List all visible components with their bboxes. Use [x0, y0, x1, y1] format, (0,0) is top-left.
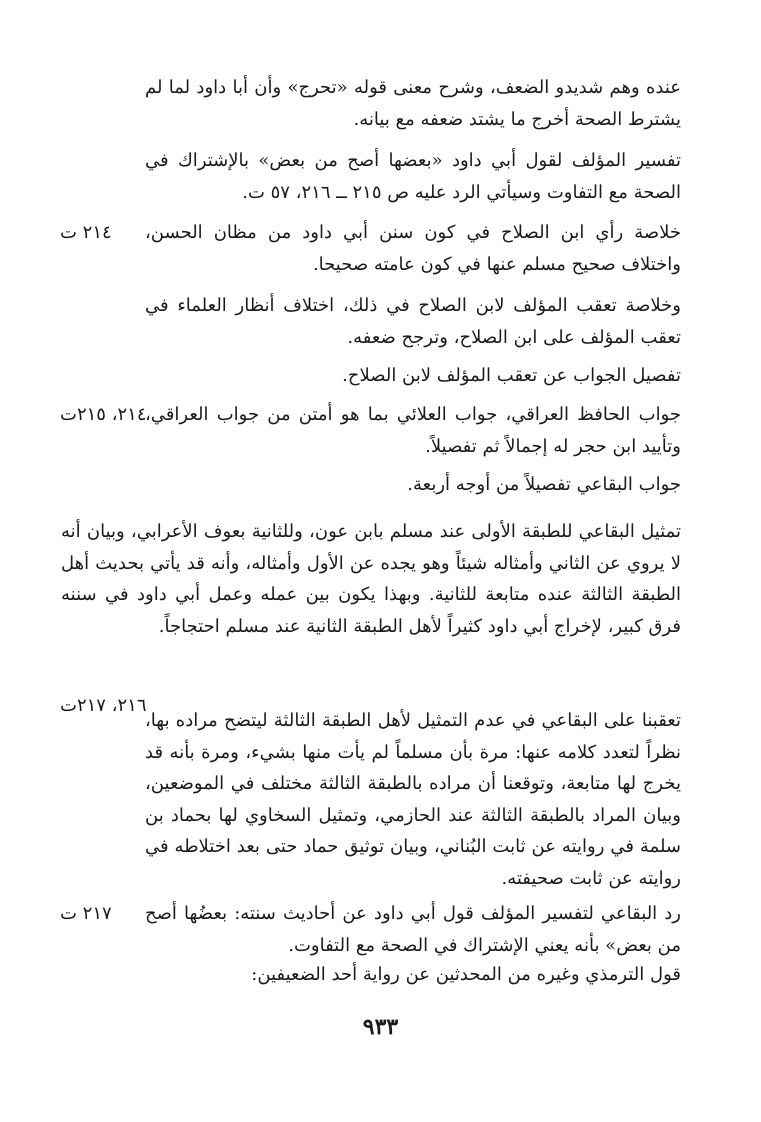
index-entry-5: تفصيل الجواب عن تعقب المؤلف لابن الصلاح. — [342, 365, 681, 386]
index-entry-3: خلاصة رأي ابن الصلاح في كون سنن أبي داود من مظان الحسن، واختلاف صحيح مسلم عنها في كون عامته صحيحا. — [145, 222, 681, 275]
index-entry-8: تمثيل البقاعي للطبقة الأولى عند مسلم بابن عون، وللثانية بعوف الأعرابي، وبيان أنه لا يروي عن الثاني وأمثاله شيئاً وهو يجده عن الأول وأمثاله، وأنه قد يأتي بحديث أهل الطبقة الثالثة عنده متابعة للثانية. وبهذا يكون بين عمله وعمل أبي داود في سننه فرق كبير، لإخراج أبي داود كثيراً لأهل الطبقة الثانية عند مسلم احتجاجاً. — [61, 521, 681, 637]
index-entry-7: جواب البقاعي تفصيلاً من أوجه أربعة. — [407, 474, 681, 495]
page-number: ٩٣٣ — [362, 1014, 399, 1040]
index-entry-1: عنده وهم شديدو الضعف، وشرح معنى قوله «تحرج» وأن أبا داود لما لم يشترط الصحة أخرج ما يشتد ضعفه مع بيانه. — [145, 77, 681, 130]
index-entry-9: تعقبنا على البقاعي في عدم التمثيل لأهل الطبقة الثالثة ليتضح مراده بها، نظراً لتعدد كلامه عنها: مرة بأن مسلماً لم يأت منها بشيء، ومرة بأنه قد يخرج لها متابعة، وتوقعنا أن مراده بالطبقة الثالثة مختلف في الموضعين، وبيان المراد بالطبقة الثالثة عند الحازمي، وتمثيل السخاوي لها بحماد بن سلمة في روايته عن ثابت البُناني، وبيان توثيق حماد حتى بعد اختلاطه في روايته عن ثابت صحيفته. — [145, 710, 681, 889]
index-entry-6: جواب الحافظ العراقي، جواب العلائي بما هو أمتن من جواب العراقي، وتأييد ابن حجر له إجمالاً ثم تفصيلاً. — [145, 404, 681, 457]
page-ref-10: ٢١٧ ت — [60, 903, 112, 924]
page-ref-6: ٢١٤، ٢١٥ت — [60, 404, 147, 425]
index-entry-2: تفسير المؤلف لقول أبي داود «بعضها أصح من بعض» بالإشتراك في الصحة مع التفاوت وسيأتي الرد عليه ص ٢١٥ ــ ٢١٦، ٥٧ ت. — [145, 150, 681, 203]
page-ref-9: ٢١٦، ٢١٧ت — [60, 695, 147, 716]
page-ref-3: ٢١٤ ت — [60, 222, 112, 243]
index-entry-4: وخلاصة تعقب المؤلف لابن الصلاح في ذلك، اختلاف أنظار العلماء في تعقب المؤلف على ابن الصلاح، وترجح ضعفه. — [145, 295, 681, 348]
index-entry-11: قول الترمذي وغيره من المحدثين عن رواية أحد الضعيفين: — [251, 964, 681, 985]
index-entry-10: رد البقاعي لتفسير المؤلف قول أبي داود عن أحاديث سنته: بعضُها أصح من بعض» بأنه يعني الإشتراك في الصحة مع التفاوت. — [145, 903, 681, 956]
